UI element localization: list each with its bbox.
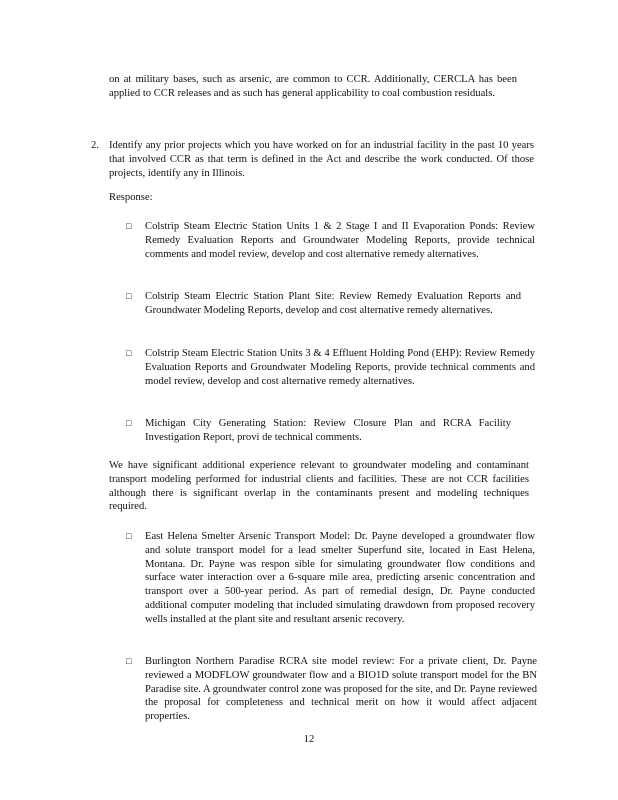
bullet-icon: □ bbox=[126, 531, 132, 541]
other-project-item: Burlington Northern Paradise RCRA site model review: For a private client, Dr. Payne reviewed a MODFLOW groundwater flow and a BIO1D solute transport model for the BN Paradise site. A groundwater control zone was proposed for the site, and Dr. Payne reviewed the proposal for completeness and technical merit on how it would affect adjacent properties. bbox=[145, 656, 537, 723]
page-number: 12 bbox=[303, 734, 315, 745]
additional-experience-paragraph: We have significant additional experience relevant to groundwater modeling and contaminant transport modeling performed for industrial clients and facilities. These are not CCR facilities although there is significant overlap in the contaminants present and modeling techniques required. bbox=[109, 460, 529, 513]
ccr-project-item: Colstrip Steam Electric Station Units 3 & 4 Effluent Holding Pond (EHP): Review Remedy Evaluation Reports and Groundwater Modeling Reports, provide technical comments and model review, develop and cost alternative remedy alternatives. bbox=[145, 348, 535, 387]
bullet-icon: □ bbox=[126, 291, 132, 301]
bullet-icon: □ bbox=[126, 656, 132, 666]
bullet-icon: □ bbox=[126, 418, 132, 428]
ccr-project-item: Michigan City Generating Station: Review Closure Plan and RCRA Facility Investigation Report, provi de technical comments. bbox=[145, 418, 511, 443]
intro-paragraph: on at military bases, such as arsenic, are common to CCR. Additionally, CERCLA has been applied to CCR releases and as such has general applicability to coal combustion residuals. bbox=[109, 74, 517, 99]
question-number: 2. bbox=[91, 140, 99, 151]
ccr-project-item: Colstrip Steam Electric Station Units 1 & 2 Stage I and II Evaporation Ponds: Review Remedy Evaluation Reports and Groundwater Modeling Reports, provide technical comments and model review, develop and cost alternative remedy alternatives. bbox=[145, 221, 535, 260]
bullet-icon: □ bbox=[126, 221, 132, 231]
other-project-item: East Helena Smelter Arsenic Transport Model: Dr. Payne developed a groundwater flow and solute transport model for a lead smelter Superfund site, located in East Helena, Montana. Dr. Payne was respon sible for simulating groundwater flow conditions and surface water interaction over a 6-square mile area, predicting arsenic concentration and transport over a 500-year period. As part of remedial design, Dr. Payne conducted additional computer modeling that included simulating drawdown from proposed recovery wells installed at the plant site and resultant arsenic recovery. bbox=[145, 531, 535, 625]
ccr-project-item: Colstrip Steam Electric Station Plant Site: Review Remedy Evaluation Reports and Groundwater Modeling Reports, develop and cost alternative remedy alternatives. bbox=[145, 291, 521, 316]
question-text: Identify any prior projects which you have worked on for an industrial facility in the past 10 years that involved CCR as that term is defined in the Act and describe the work conducted. Of those projects, identify any in Illinois. bbox=[109, 140, 534, 179]
response-label: Response: bbox=[109, 192, 153, 203]
bullet-icon: □ bbox=[126, 348, 132, 358]
